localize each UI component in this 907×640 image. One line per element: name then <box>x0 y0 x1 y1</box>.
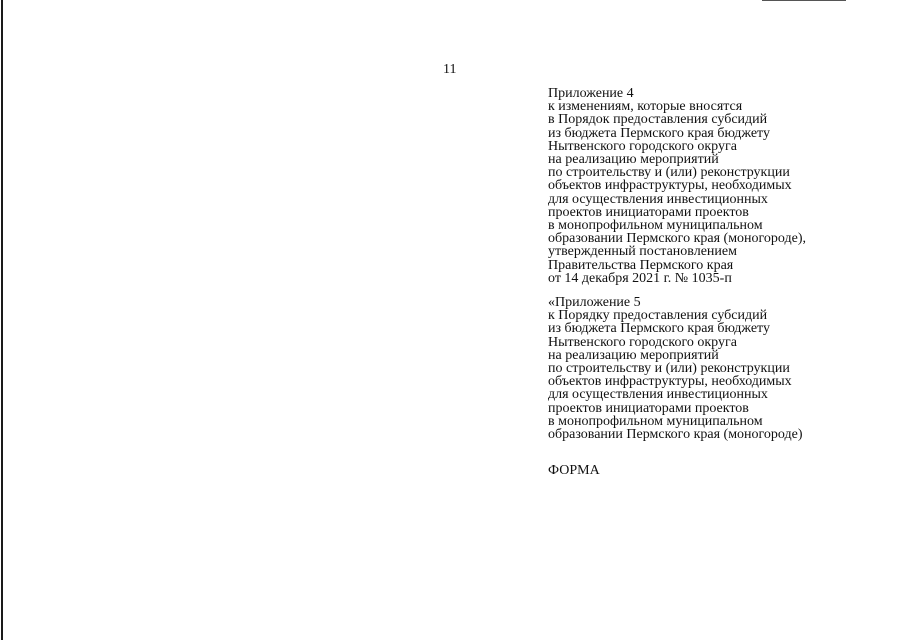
appendix-4-line: из бюджета Пермского края бюджету <box>548 125 770 141</box>
appendix-4-line: образовании Пермского края (моногороде), <box>548 231 807 247</box>
appendix-5-line: для осуществления инвестиционных <box>548 387 768 403</box>
appendix-4-line: по строительству и (или) реконструкции <box>548 165 790 181</box>
appendix-4-line: Правительства Пермского края <box>548 257 734 273</box>
appendix-5-line: объектов инфраструктуры, необходимых <box>548 374 792 390</box>
appendix-5-line: «Приложение 5 <box>548 295 641 310</box>
appendix-4-header <box>548 87 806 285</box>
appendix-4-line: к изменениям, которые вносятся <box>548 99 743 115</box>
page-top-mark <box>762 0 846 1</box>
appendix-5-line: по строительству и (или) реконструкции <box>548 361 790 377</box>
appendix-5-line: Нытвенского городского округа <box>548 334 737 350</box>
appendix-4-line: на реализацию мероприятий <box>548 152 719 168</box>
appendix-5-line: на реализацию мероприятий <box>548 347 719 363</box>
appendix-5-line: в монопрофильном муниципальном <box>548 413 763 429</box>
appendix-4-line: объектов инфраструктуры, необходимых <box>548 178 792 194</box>
page-left-edge <box>1 0 3 640</box>
appendix-5-line: к Порядку предоставления субсидий <box>548 308 768 324</box>
appendix-4-line: Нытвенского городского округа <box>548 138 737 154</box>
appendix-4-line: в Порядок предоставления субсидий <box>548 112 768 128</box>
appendix-5-line: проектов инициаторами проектов <box>548 400 749 416</box>
appendix-4-line: в монопрофильном муниципальном <box>548 218 763 234</box>
appendix-4-line: Приложение 4 <box>548 86 634 101</box>
appendix-5-header <box>548 296 803 441</box>
form-title: ФОРМА <box>548 463 600 478</box>
appendix-5-line: образовании Пермского края (моногороде) <box>548 427 803 443</box>
appendix-4-line: от 14 декабря 2021 г. № 1035-п <box>548 270 732 286</box>
appendix-4-line: утвержденный постановлением <box>548 244 737 260</box>
appendix-4-line: для осуществления инвестиционных <box>548 191 768 207</box>
appendix-5-line: из бюджета Пермского края бюджету <box>548 321 770 337</box>
appendix-4-line: проектов инициаторами проектов <box>548 204 749 220</box>
page-number: 11 <box>443 62 457 77</box>
